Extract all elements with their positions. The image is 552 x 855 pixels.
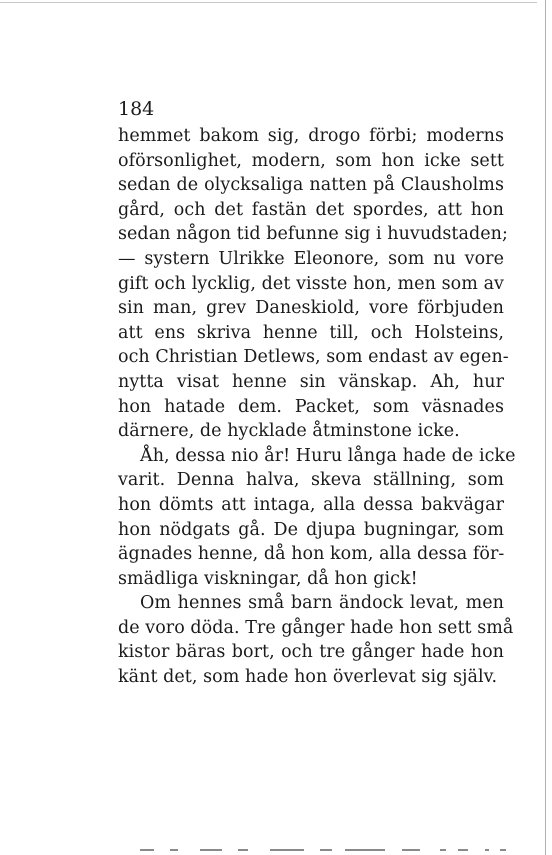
text-line: hon nödgats gå. De djupa bugningar, som xyxy=(118,519,504,540)
text-line: smädliga viskningar, då hon gick! xyxy=(118,568,418,589)
text-line: sin man, grev Daneskiold, vore förbjuden xyxy=(118,298,504,319)
text-line: — systern Ulrikke Eleonore, som nu vore xyxy=(118,248,504,269)
text-line: och Christian Detlews, som endast av egen- xyxy=(118,347,509,368)
right-scan-edge xyxy=(545,0,546,855)
text-line: hon hatade dem. Packet, som väsnades xyxy=(118,396,504,417)
text-line: hon dömts att intaga, alla dessa bakvägar xyxy=(118,494,504,515)
text-line: hemmet bakom sig, drogo förbi; moderns xyxy=(118,126,504,146)
text-line: känt det, som hade hon överlevat sig själv. xyxy=(118,667,498,688)
text-line: sedan de olycksaliga natten på Clausholms xyxy=(118,175,504,196)
text-line: nytta visat henne sin vänskap. Ah, hur xyxy=(118,371,504,392)
text-line: Om hennes små barn ändock levat, men xyxy=(140,593,504,614)
text-line: sedan någon tid befunne sig i huvudstaden; xyxy=(118,224,508,245)
page-number: 184 xyxy=(118,98,155,120)
top-scan-edge xyxy=(0,2,537,3)
text-line: kistor bäras bort, och tre gånger hade hon xyxy=(118,642,504,663)
body-text xyxy=(118,124,516,690)
text-line: gård, och det fastän det spordes, att hon xyxy=(118,199,504,220)
text-line: oförsonlighet, modern, som hon icke sett xyxy=(118,150,504,171)
text-line: gift och lycklig, det visste hon, men som av xyxy=(118,273,504,294)
text-line: Åh, dessa nio år! Huru långa hade de icke xyxy=(140,445,516,466)
text-line: de voro döda. Tre gånger hade hon sett små xyxy=(118,617,514,638)
text-line: att ens skriva henne till, och Holsteins, xyxy=(118,322,504,343)
text-line: ägnades henne, då hon kom, alla dessa för- xyxy=(118,544,505,565)
text-line: varit. Denna halva, skeva ställning, som xyxy=(118,470,504,491)
text-line: därnere, de hycklade åtminstone icke. xyxy=(118,421,460,442)
bottom-scan-artifacts xyxy=(140,848,540,852)
